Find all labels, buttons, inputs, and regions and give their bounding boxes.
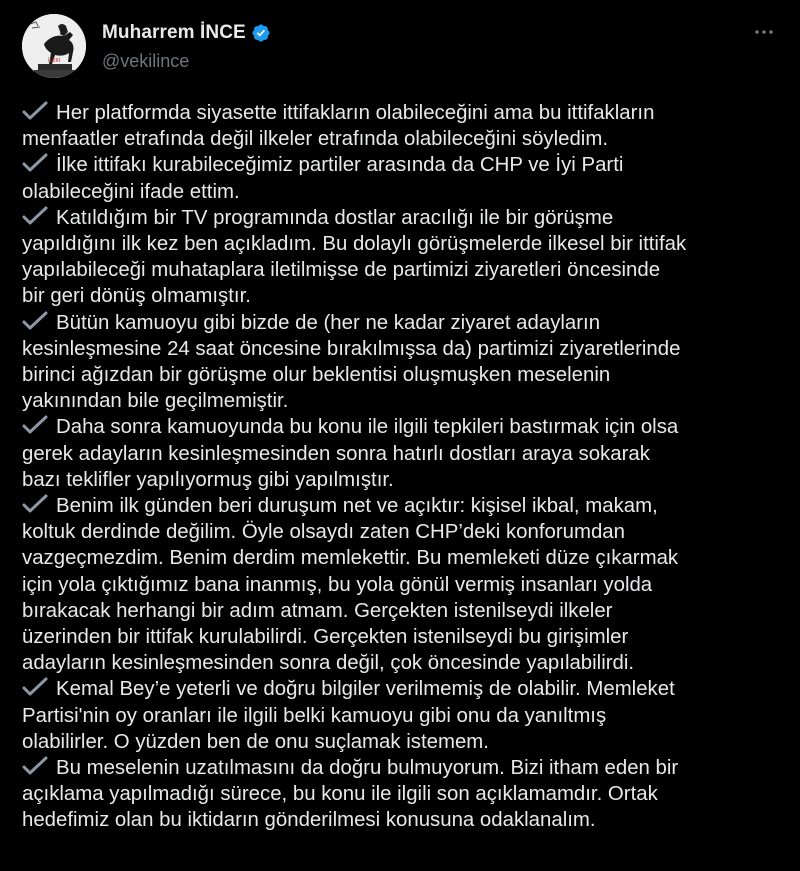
checkmark-icon [22, 206, 48, 226]
tweet-paragraph [22, 676, 792, 755]
tweet-text [22, 100, 792, 834]
paragraph-text: İlke ittifakı kurabileceğimiz partiler arasında da CHP ve İyi Parti olabileceğini ifade ettim. [22, 154, 624, 203]
verified-badge-icon [251, 23, 271, 43]
avatar[interactable] [22, 14, 86, 78]
paragraph-text: Her platformda siyasette ittifakların olabileceğini ama bu ittifakların menfaatler etrafında değil ilkeler etrafında olabileceğini söyledim. [22, 102, 655, 151]
checkmark-icon [22, 101, 48, 121]
svg-text:İLERİ: İLERİ [48, 58, 61, 64]
author-info [102, 20, 271, 72]
paragraph-text: Kemal Bey’e yeterli ve doğru bilgiler verilmemiş de olabilir. Memleket Partisi'nin oy oranları ile ilgili belki kamuoyu gibi onu da yanıltmış olabilirler. O yüzden ben de onu suçlamak istemem. [22, 678, 675, 753]
tweet-paragraph [22, 310, 792, 415]
paragraph-text: Katıldığım bir TV programında dostlar aracılığı ile bir görüşme yapıldığını ilk kez ben açıkladım. Bu dolaylı görüşmelerde ilkesel bir ittifak yapılabileceği muhataplara iletilmişse de partimizi ziyaretleri öncesinde bir geri dönüş olmamıştır. [22, 206, 687, 308]
author-handle[interactable]: @vekilince [102, 51, 190, 71]
checkmark-icon [22, 153, 48, 173]
tweet-paragraph [22, 152, 792, 204]
checkmark-icon [22, 415, 48, 435]
paragraph-text: Daha sonra kamuoyunda bu konu ile ilgili tepkileri bastırmak için olsa gerek adayların kesinleşmesinden sonra hatırlı dostları araya sokarak bazı teklifler yapılıyormuş gibi yapılmıştır. [22, 416, 679, 491]
author-display-name[interactable]: Muharrem İNCE [102, 22, 246, 43]
tweet-paragraph [22, 755, 792, 834]
more-horizontal-icon [752, 20, 776, 44]
checkmark-icon [22, 756, 48, 776]
checkmark-icon [22, 494, 48, 514]
paragraph-text: Benim ilk günden beri duruşum net ve açıktır: kişisel ikbal, makam, koltuk derdinde değilim. Öyle olsaydı zaten CHP’deki konforumdan vazgeçmezdim. Benim derdim memlekettir. Bu memleketi düze çıkarmak için yola çıktığımız bana inanmış, bu yola gönül vermiş insanları yolda bırakacak herhangi bir adım atmam. Gerçekten istenilseydi ilkeler üzerinden bir ittifak kurulabilirdi. Gerçekten istenilseydi bu girişimler adayların kesinleşmesinden sonra değil, çok öncesinde yapılabilirdi. [22, 495, 679, 675]
paragraph-text: Bu meselenin uzatılmasını da doğru bulmuyorum. Bizi itham eden bir açıklama yapılmadığı sürece, bu konu ile ilgili son açıklamamdır. Ortak hedefimiz olan bu iktidarın gönderilmesi konusuna odaklanalım. [22, 757, 679, 832]
tweet-paragraph [22, 493, 792, 676]
tweet-paragraph [22, 205, 792, 310]
checkmark-icon [22, 677, 48, 697]
checkmark-icon [22, 311, 48, 331]
avatar-horse-statue-icon [22, 14, 86, 78]
tweet-paragraph [22, 100, 792, 152]
tweet-header [22, 14, 782, 80]
more-options-button[interactable] [752, 20, 776, 44]
paragraph-text: Bütün kamuoyu gibi bizde de (her ne kadar ziyaret adayların kesinleşmesine 24 saat öncesine bırakılmışsa da) partimizi ziyaretlerinde birinci ağızdan bir görüşme olur beklentisi oluşmuşken meselenin yakınından bile geçilmemiştir. [22, 311, 681, 413]
tweet-paragraph [22, 414, 792, 493]
